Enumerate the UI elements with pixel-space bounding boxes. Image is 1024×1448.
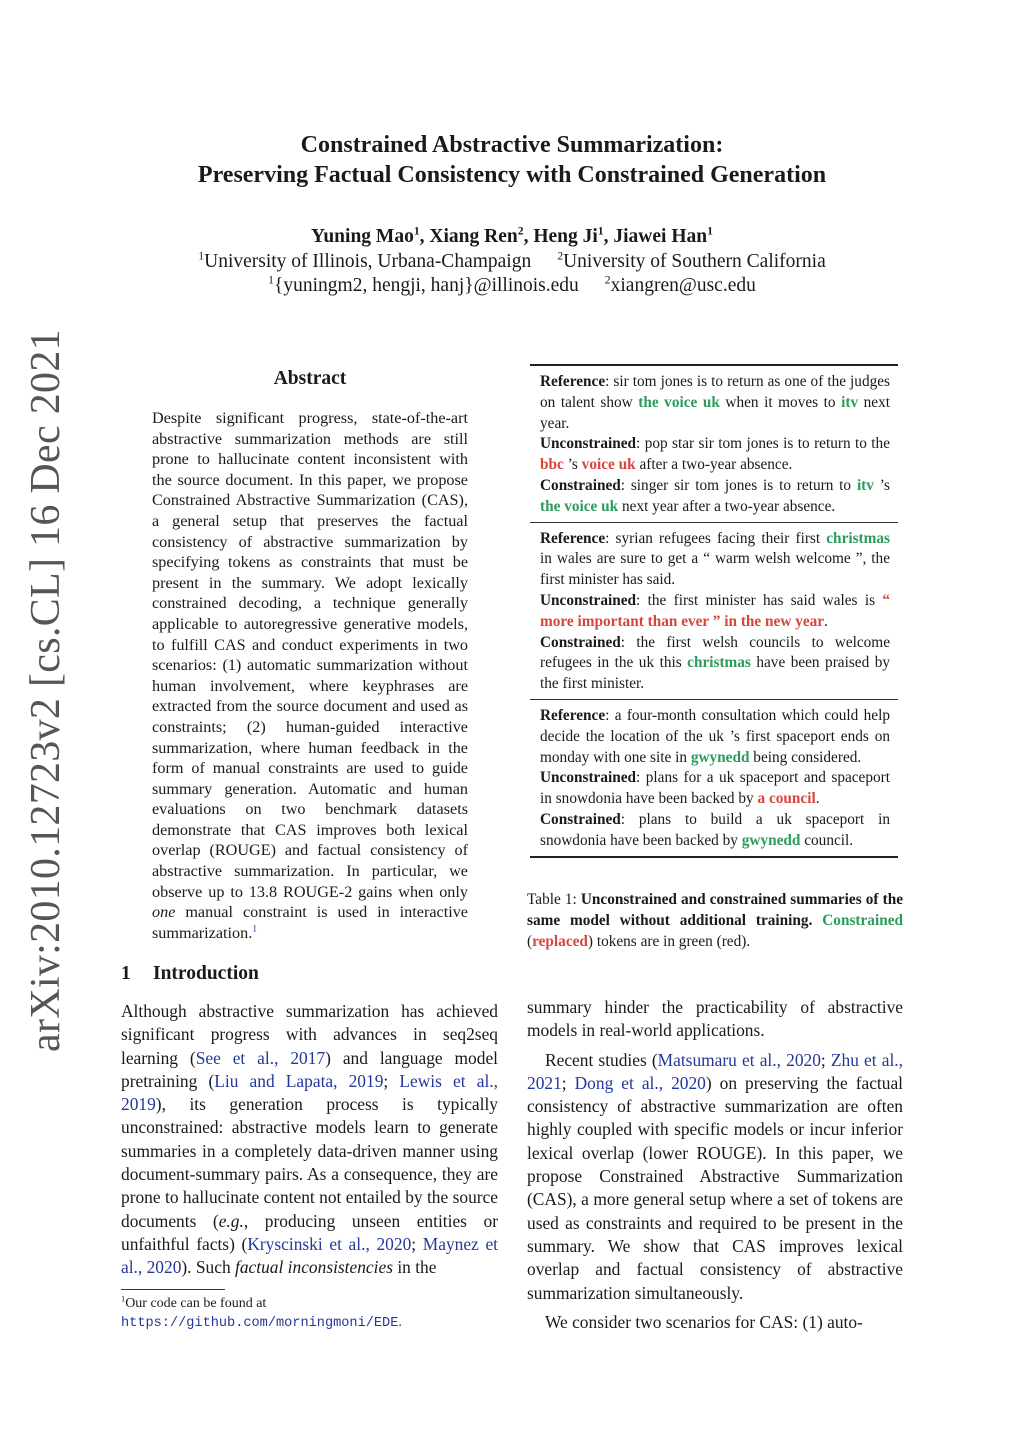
citation-link[interactable]: Zhu et al., 2021	[527, 1049, 903, 1093]
code-url-link[interactable]: https://github.com/morningmoni/EDE	[121, 1316, 399, 1331]
constraint-token: gwynedd	[741, 831, 801, 849]
constraint-token: gwynedd	[690, 748, 750, 766]
affiliation: University of Illinois, Urbana-Champaign	[204, 251, 532, 272]
constraint-token: itv	[841, 393, 859, 411]
text-emphasis: factual inconsistencies	[235, 1257, 393, 1278]
table-row	[530, 699, 898, 856]
replaced-token: bbc	[540, 456, 564, 474]
text-run: in the	[397, 1257, 437, 1278]
text-run: ’s	[873, 476, 890, 494]
text-run: ) and language model pretraining (	[121, 1047, 498, 1091]
author-affil-mark: 1	[707, 224, 713, 238]
paragraph: We consider two scenarios for CAS: (1) auto-	[545, 1311, 863, 1332]
section-heading-introduction	[121, 963, 259, 985]
citation-year: 2021	[527, 1072, 562, 1093]
table-row	[530, 522, 898, 699]
abstract-part: manual constraint is used in interactive summarization.	[152, 903, 468, 942]
constraint-token: itv	[856, 476, 874, 494]
abstract-heading: Abstract	[273, 368, 347, 389]
text-run: ) on preserving the factual consistency of abstractive summarization are often highly coupled with specific models or incur inferior lexical overlap (lower ROUGE). In this paper, we propose Constrained Abstractive Summarization (CAS), a more general setup where a set of tokens are used as constraints and required to be present in the summary. We show that CAS improves lexical overlap and factual consistency of abstractive summarization simultaneously.	[527, 1072, 903, 1303]
constraint-token: christmas	[687, 654, 751, 672]
citation-year: 2019	[121, 1094, 156, 1115]
text-run: ). Such	[181, 1257, 231, 1278]
footnote-mark: 1	[121, 1294, 126, 1304]
constraint-token: the voice uk	[638, 393, 720, 411]
text-run: .	[815, 790, 820, 808]
row-label: Constrained	[540, 476, 621, 494]
citation-author: Dong et al.	[574, 1072, 659, 1093]
text-run: have been praised by the first minister.	[540, 654, 890, 693]
row-label: Unconstrained	[540, 591, 637, 609]
unconstrained-summary	[540, 768, 890, 810]
text-run: : singer sir tom jones is to return to	[620, 476, 857, 494]
author-affil-mark: 1	[597, 224, 604, 238]
citation-link[interactable]: Maynez et al., 2020	[121, 1233, 498, 1278]
unconstrained-summary	[540, 434, 890, 476]
author-affil-mark: 2	[517, 224, 524, 238]
table-caption	[527, 890, 903, 952]
row-label: Unconstrained	[540, 435, 637, 453]
affiliations	[0, 251, 1024, 273]
constrained-summary	[540, 810, 890, 852]
text-run: council.	[800, 831, 854, 849]
row-label: Unconstrained	[540, 769, 637, 787]
text-run: .	[824, 612, 828, 630]
citation-author: Lewis et al.	[399, 1070, 494, 1091]
text-run: next year.	[540, 393, 890, 432]
citation-year: 2017	[290, 1047, 326, 1068]
citation-year: 2020	[146, 1257, 182, 1278]
paragraph: Recent studies (Matsumaru et al., 2020; Zhu et al., 2021; Dong et al., 2020) on preserving the factual consistency of abstractive summarization are often highly coupled with specific models or incur inferior lexical overlap (lower ROUGE). In this paper, we propose Constrained Abstractive Summarization (CAS), a more general setup where a set of tokens are used as constraints and required to be present in the summary. We show that CAS improves lexical overlap and factual consistency of abstractive summarization simultaneously.	[527, 1049, 903, 1303]
text-run: : plans to build a uk spaceport in snowdonia have been backed by	[540, 810, 890, 849]
text-run: being considered.	[749, 748, 862, 766]
text-run: next year after a two-year absence.	[618, 497, 836, 515]
text-run: (	[527, 932, 533, 950]
caption-bold: Unconstrained and constrained summaries of the same model without additional training	[527, 891, 903, 929]
citation-author: Kryscinski et al.	[247, 1233, 366, 1254]
constraint-token: christmas	[826, 529, 890, 547]
paragraph: summary hinder the practicability of abstractive models in real-world applications.	[527, 997, 903, 1041]
text-run: ), its generation process is typically unconstrained: abstractive models learn to generate summaries in a completely data-driven manner using document-summary pairs. As a consequence, they are prone to hallucinate content not entailed by the source documents (	[121, 1094, 498, 1231]
constraint-token: the voice uk	[540, 497, 619, 515]
email-mark: 1	[268, 273, 274, 287]
affil-mark: 2	[557, 249, 564, 263]
citation-author: Matsumaru et al.	[657, 1049, 777, 1070]
abstract-part: Despite significant progress, state-of-the-art abstractive summarization methods are still prone to hallucinate content inconsistent with the source document. In this paper, we propose Constrained Abstractive Summarization (CAS), a general setup that preserves the factual consistency of abstractive summarization by specifying tokens as constraints that must be present in the summary. We adopt lexically constrained decoding, a technique generally applicable to autoregressive generative models, to fulfill CAS and conduct experiments in two scenarios: (1) automatic summarization without human involvement, where keyphrases are extracted from the source document and used as constraints; (2) human-guided interactive summarization, where human feedback in the form of manual constraints are used to guide summary generation. Automatic and human evaluations on two benchmark datasets demonstrate that CAS improves both lexical overlap (ROUGE) and factual consistency of abstractive summarization. In particular, we observe up to 13.8 ROUGE-2 gains when only	[152, 409, 468, 901]
citation-link[interactable]: Kryscinski et al., 2020	[247, 1233, 412, 1254]
abstract-emphasis: one	[152, 903, 176, 922]
title-line-2: Preserving Factual Consistency with Constrained Generation	[197, 162, 827, 188]
replaced-token: voice uk	[581, 456, 636, 474]
citation-year: 2020	[671, 1072, 706, 1093]
text-run: : the first welsh councils to welcome refugees in the uk this	[540, 633, 890, 672]
abstract-text	[152, 408, 468, 943]
citation-link[interactable]: Dong et al., 2020	[574, 1072, 706, 1093]
emails	[0, 275, 1024, 297]
author-affil-mark: 1	[413, 224, 420, 238]
text-run: : sir tom jones is to return as one of the judges on talent show	[540, 373, 890, 411]
author-name: Jiawei Han	[613, 226, 708, 247]
text-run: Although abstractive summarization has achieved significant progress with advances in seq2seq learning (	[121, 1001, 498, 1068]
text-emphasis: e.g.	[218, 1210, 244, 1231]
text-run: : syrian refugees facing their first	[605, 529, 827, 547]
constrained-summary	[540, 476, 890, 518]
citation-author: Zhu et al.	[830, 1049, 899, 1070]
replaced-token: a council	[757, 790, 816, 808]
unconstrained-summary	[540, 591, 890, 633]
text-run: ) tokens are in green (red).	[587, 932, 751, 950]
row-label: Reference	[540, 529, 606, 547]
row-label: Reference	[540, 706, 606, 724]
right-column-text	[527, 996, 903, 1334]
email-mark: 2	[604, 273, 611, 287]
email: xiangren@usc.edu	[610, 275, 756, 296]
row-label: Constrained	[540, 633, 621, 651]
author-name: Heng Ji	[533, 226, 598, 247]
citation-year: 2020	[376, 1233, 412, 1254]
row-label: Reference	[540, 373, 606, 390]
section-title: Introduction	[153, 963, 259, 984]
text-run: : plans for a uk spaceport and spaceport in snowdonia have been backed by	[540, 769, 890, 808]
constrained-summary	[540, 633, 890, 695]
citation-link[interactable]: Matsumaru et al., 2020	[657, 1049, 821, 1070]
arxiv-identifier: arXiv:2010.12723v2 [cs.CL] 16 Dec 2021	[23, 329, 69, 1052]
reference-summary	[540, 529, 890, 591]
text-run: : pop star sir tom jones is to return to the	[636, 435, 890, 453]
text-run: Recent studies (	[545, 1049, 658, 1070]
footnote-text: Our code can be found at	[125, 1296, 267, 1311]
intro-paragraph: Although abstractive summarization has achieved significant progress with advances in seq2seq learning (See et al., 2017) and language model pretraining (Liu and Lapata, 2019; Lewis et al., 2019), its generation process is typically unconstrained: abstractive models learn to generate summaries in a completely data-driven manner using document-summary pairs. As a consequence, they are prone to hallucinate content not entailed by the source documents (e.g., producing unseen entities or unfaithful facts) (Kryscinski et al., 2020; Maynez et al., 2020). Such factual inconsistencies in the	[121, 1001, 499, 1278]
title-line-1: Constrained Abstractive Summarization:	[300, 132, 724, 158]
section-number: 1	[121, 963, 131, 984]
text-run: after a two-year absence.	[635, 456, 793, 474]
text-run: ’s	[563, 456, 582, 474]
citation-author: Maynez et al.	[121, 1233, 498, 1278]
replaced-token: “ more important than ever ” in the new year	[540, 591, 890, 630]
text-run: : a four-month consultation which could help decide the location of the uk ’s first spaceport ends on monday with one site in	[540, 706, 890, 766]
caption-period: .	[808, 911, 813, 929]
paper-title	[0, 130, 1024, 190]
reference-summary	[540, 706, 890, 768]
reference-summary	[540, 372, 890, 434]
citation-link[interactable]: Liu and Lapata, 2019	[214, 1070, 384, 1091]
citation-link[interactable]: Lewis et al., 2019	[121, 1070, 498, 1115]
citation-author: See et al.	[195, 1047, 275, 1068]
affil-mark: 1	[198, 249, 205, 263]
caption-red-word: replaced	[532, 932, 588, 950]
author-name: Xiang Ren	[429, 226, 518, 247]
caption-label: Table 1:	[527, 891, 577, 908]
author-name: Yuning Mao	[311, 226, 414, 247]
citation-link[interactable]: See et al., 2017	[195, 1047, 326, 1068]
text-run: : the first minister has said wales is	[636, 591, 883, 609]
affiliation: University of Southern California	[563, 251, 826, 272]
caption-green-word: Constrained	[822, 911, 903, 929]
footnote: $^1$Our code can be found at https://github.com/morningmoni/EDE.	[121, 1294, 402, 1331]
footnote-divider	[121, 1289, 225, 1290]
table-row	[530, 366, 898, 522]
row-label: Constrained	[540, 810, 621, 828]
citation-year: 2020	[786, 1049, 821, 1070]
table-1	[530, 364, 898, 858]
text-run: in wales are sure to get a “ warm welsh welcome ”, the first minister has said.	[540, 550, 890, 589]
author-list: Yuning Mao$^1$, Xiang Ren$^2$, Heng Ji$^1$, Jiawei Han$^1$	[311, 224, 713, 247]
text-run: when it moves to	[719, 393, 842, 411]
text-run: , producing unseen entities or unfaithful facts) (	[121, 1210, 499, 1254]
email: {yuningm2, hengji, hanj}@illinois.edu	[274, 275, 579, 296]
footnote-ref[interactable]: 1	[252, 923, 258, 935]
